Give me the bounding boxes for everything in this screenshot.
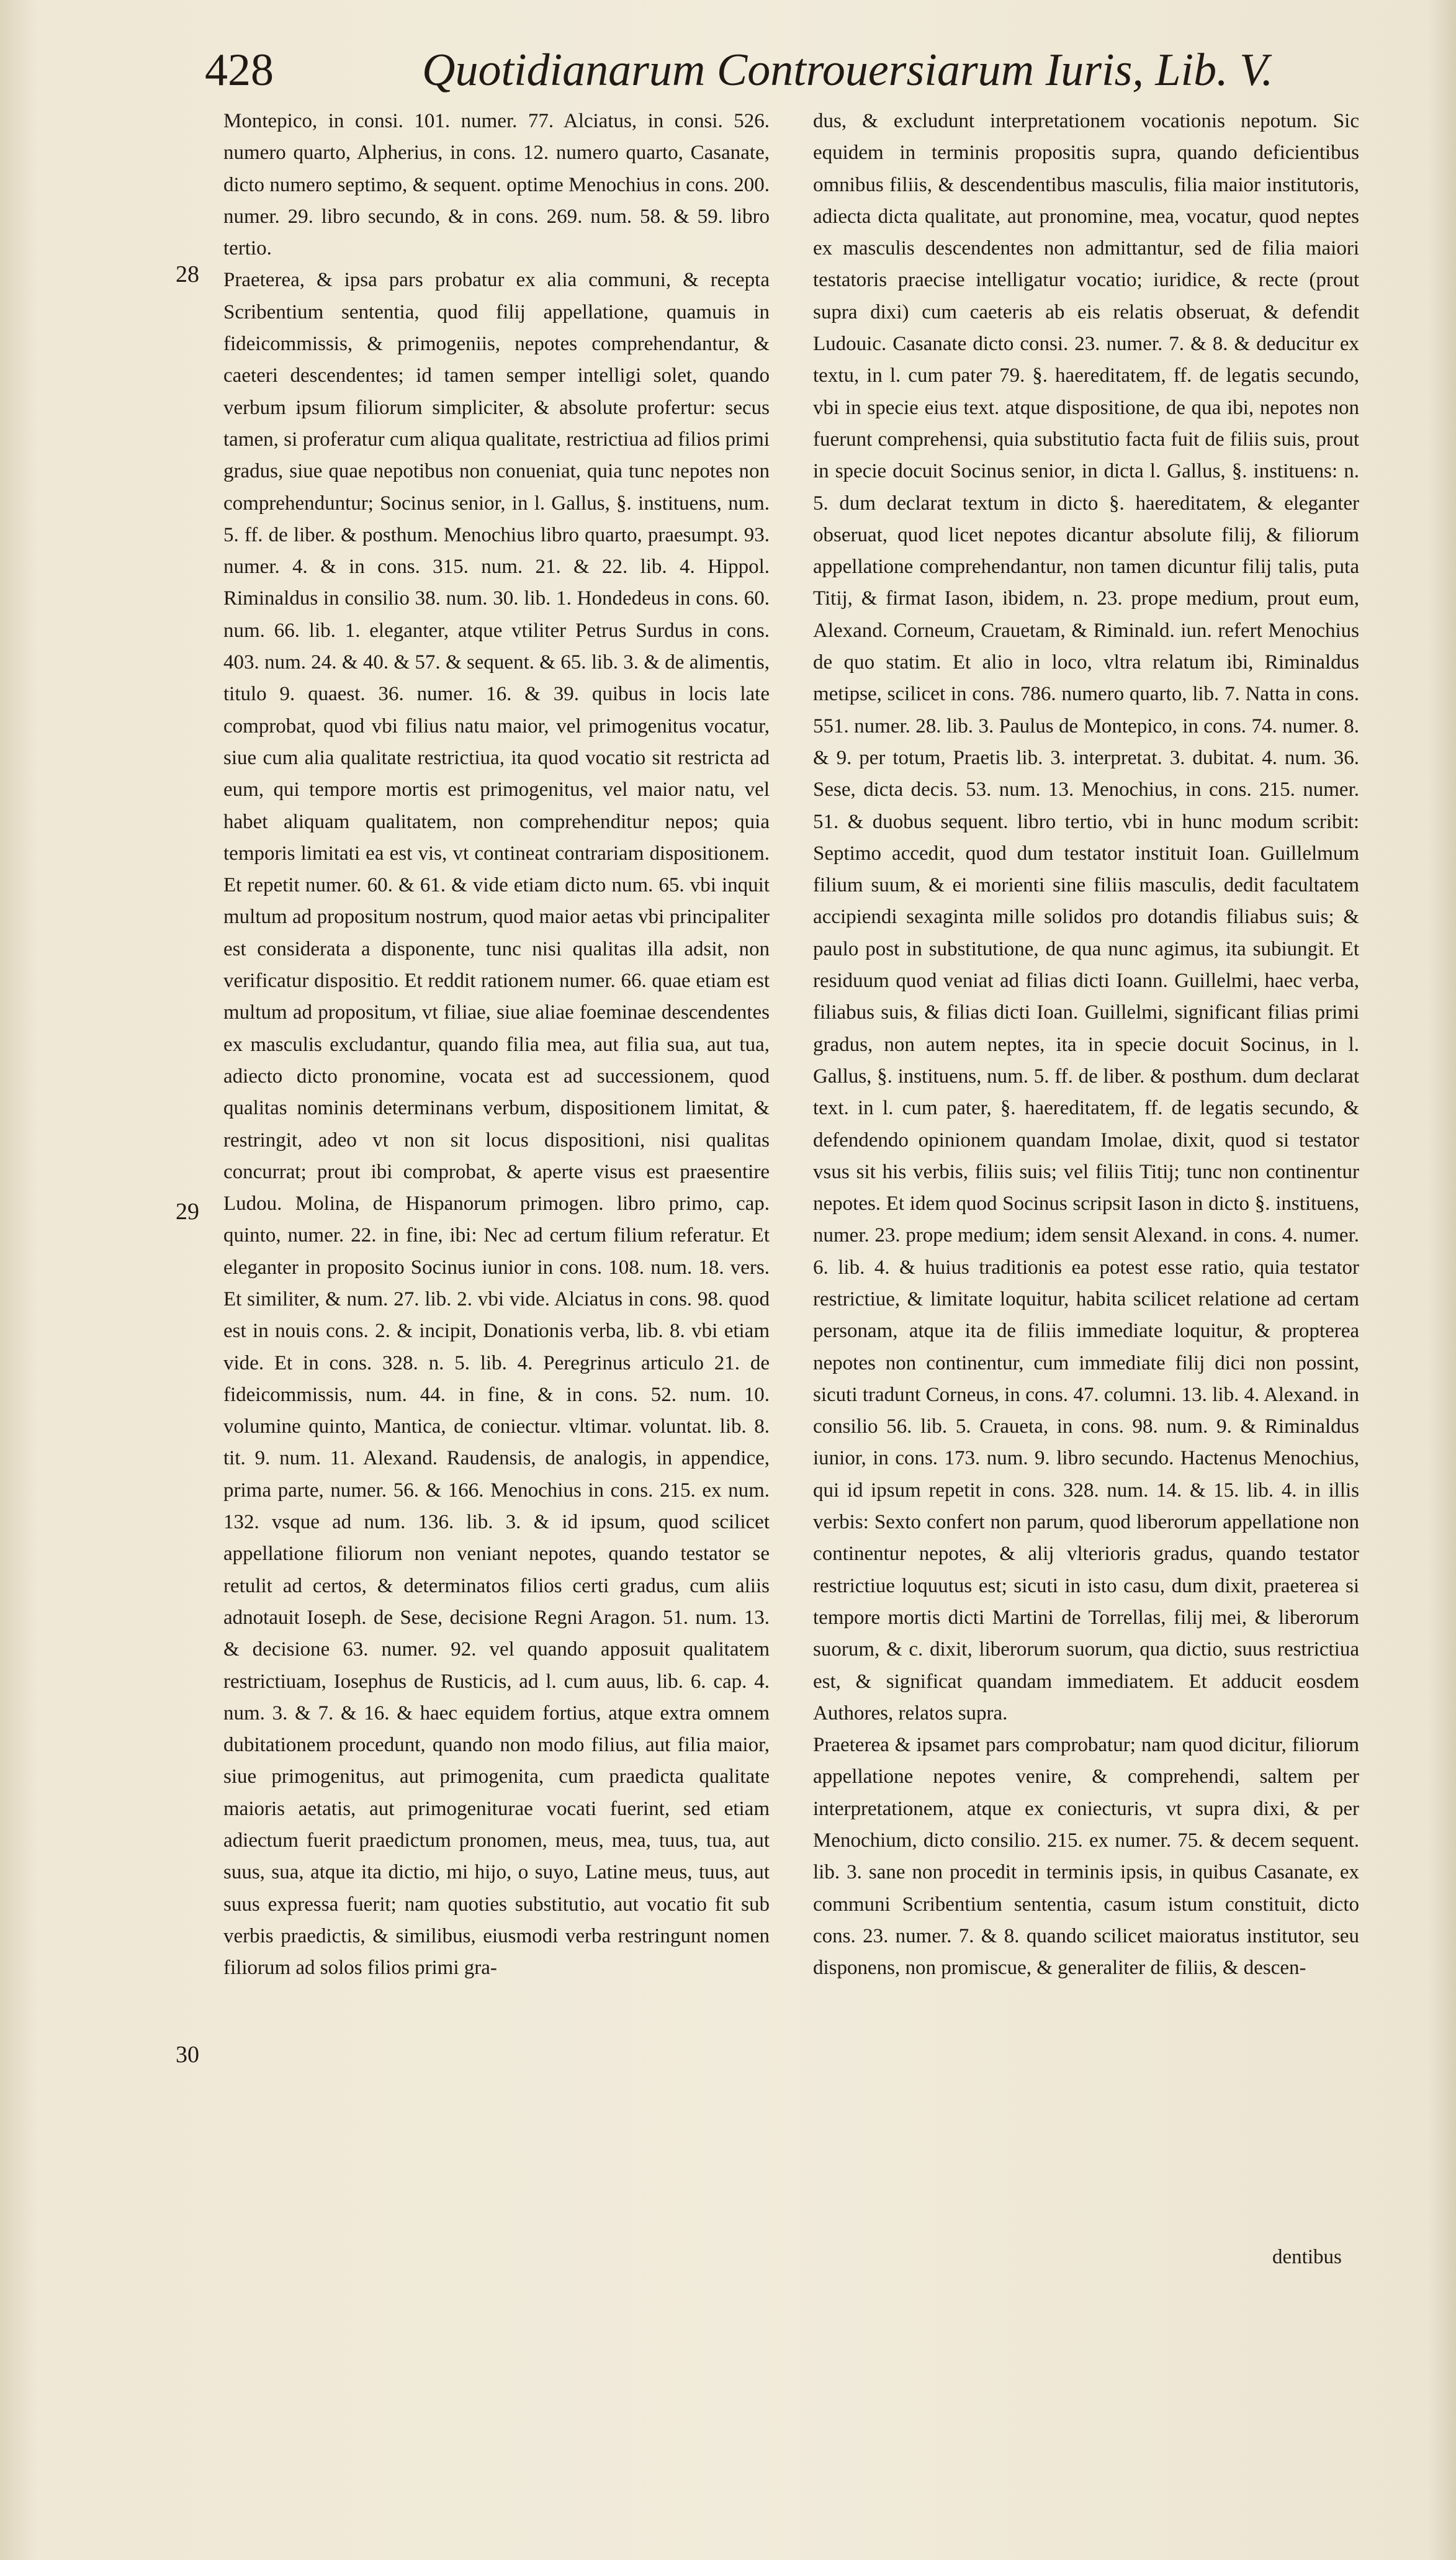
left-text-column (223, 106, 770, 1985)
paragraph: Praeterea, & ipsa pars probatur ex alia communi, & recepta Scribentium sententia, quod filij appellatione, quamuis in fideicommissis, & primogeniis, nepotes comprehendantur, & caeteri descendentes; id tamen semper intelligi solet, quando verbum ipsum filiorum simpliciter, & absolute profertur: secus tamen, si proferatur cum aliqua qualitate, restrictiua ad filios primi gradus, siue quae nepotibus non conueniat, quia tunc nepotes non comprehenduntur; Socinus senior, in l. Gallus, §. instituens, num. 5. ff. de liber. & posthum. Menochius libro quarto, praesumpt. 93. numer. 4. & in cons. 315. num. 21. & 22. lib. 4. Hippol. Riminaldus in consilio 38. num. 30. lib. 1. Hondedeus in cons. 60. num. 66. lib. 1. eleganter, atque vtiliter Petrus Surdus in cons. 403. num. 24. & 40. & 57. & sequent. & 65. lib. 3. & de alimentis, titulo 9. quaest. 36. numer. 16. & 39. quibus in locis late comprobat, quod vbi filius natu maior, vel primogenitus vocatur, siue cum alia qualitate restrictiua, ita quod vocatio sit restricta ad eum, qui tempore mortis est primogenitus, vel maior natu, vel habet aliquam qualitatem, non comprehenditur nepos; quia temporis limitati ea est vis, vt contineat contrariam dispositionem. Et repetit numer. 60. & 61. & vide etiam dicto num. 65. vbi inquit multum ad propositum nostrum, quod maior aetas vbi principaliter est considerata a disponente, tunc nisi qualitas illa adsit, non verificatur dispositio. Et reddit rationem numer. 66. quae etiam est multum ad propositum, vt filiae, siue aliae foeminae descendentes ex masculis excludantur, quando filia mea, aut filia sua, aut tua, adiecto dicto pronomine, vocata est ad successionem, quod qualitas nominis determinans verbum, dispositionem limitat, & restringit, adeo vt non sit locus dispositioni, nisi qualitas concurrat; prout ibi comprobat, & aperte visus est praesentire Ludou. Molina, de Hispanorum primogen. libro primo, cap. quinto, numer. 22. in fine, ibi: Nec ad certum filium referatur. Et eleganter in proposito Socinus iunior in cons. 108. num. 18. vers. Et similiter, & num. 27. lib. 2. vbi vide. Alciatus in cons. 98. quod est in nouis cons. 2. & incipit, Donationis verba, lib. 8. vbi etiam vide. Et in cons. 328. n. 5. lib. 4. Peregrinus articulo 21. de fideicommissis, num. 44. in fine, & in cons. 52. num. 10. volumine quinto, Mantica, de coniectur. vltimar. voluntat. lib. 8. tit. 9. num. 11. Alexand. Raudensis, de analogis, in appendice, prima parte, numer. 56. & 166. Menochius in cons. 215. ex num. 132. vsque ad num. 136. lib. 3. & id ipsum, quod scilicet appellatione filiorum non veniant nepotes, quando testator se retulit ad certos, & determinatos filios certi gradus, cum aliis adnotauit Ioseph. de Sese, decisione Regni Aragon. 51. num. 13. & decisione 63. numer. 92. vel quando apposuit qualitatem restrictiuam, Iosephus de Rusticis, ad l. cum auus, lib. 6. cap. 4. num. 3. & 7. & 16. & haec equidem fortius, atque extra omnem dubitationem procedunt, quando non modo filius, aut filia maior, siue primogenitus, aut primogenita, cum praedicta qualitate maioris aetatis, aut primogeniturae vocati fuerint, sed etiam adiectum fuerit praedictum pronomen, meus, mea, tuus, tua, aut suus, sua, atque ita dictio, mi hijo, o suyo, Latine meus, tuus, aut suus expressa fuerit; nam quoties substitutio, aut vocatio fit sub verbis praedictis, & similibus, eiusmodi verba restringunt nomen filiorum ad solos filios primi gra- (223, 269, 770, 1980)
page-number: 428 (205, 45, 274, 96)
paragraph: Montepico, in consi. 101. numer. 77. Alciatus, in consi. 526. numero quarto, Alpherius, in cons. 12. numero quarto, Casanate, dicto numero septimo, & sequent. optime Menochius in cons. 200. numer. 29. libro secundo, & in cons. 269. num. 58. & 59. libro tertio. (223, 110, 770, 260)
catchword: dentibus (1272, 2246, 1342, 2268)
margin-number-29: 29 (176, 1199, 199, 1225)
page-header (205, 36, 1359, 104)
paragraph: Praeterea & ipsamet pars comprobatur; nam quod dicitur, filiorum appellatione nepotes venire, & comprehendi, saltem per interpretationem, atque ex coniecturis, vt supra dixi, & per Menochium, dicto consilio. 215. ex numer. 75. & decem sequent. lib. 3. sane non procedit in terminis ipsis, in quibus Casanate, ex communi Scribentium sententia, casum istum constituit, dicto cons. 23. numer. 7. & 8. quando scilicet maioratus institutor, seu disponens, non promiscue, & generaliter de filiis, & descen- (813, 1734, 1359, 1980)
margin-number-30: 30 (176, 2042, 199, 2068)
right-text-column (813, 106, 1359, 1985)
running-title: Quotidianarum Controuersiarum Iuris, Lib. V. (422, 45, 1274, 96)
paragraph: dus, & excludunt interpretationem vocationis nepotum. Sic equidem in terminis propositis supra, quando deficientibus omnibus filiis, & descendentibus masculis, filia maior institutoris, adiecta dicta qualitate, aut pronomine, mea, vocatur, quod neptes ex masculis descendentes non admittantur, sed de filia maiori testatoris praecise intelligatur vocatio; iuridice, & recte (prout supra dixi) cum caeteris ab eis relatis obseruat, & defendit Ludouic. Casanate dicto consi. 23. numer. 7. & 8. & deducitur ex textu, in l. cum pater 79. §. haereditatem, ff. de legatis secundo, vbi in specie eius text. atque dispositione, de qua ibi, nepotes non fuerunt comprehensi, quia substitutio facta fuit de filiis suis, prout in specie docuit Socinus senior, in dicta l. Gallus, §. instituens: n. 5. dum declarat textum in dicto §. haereditatem, & eleganter obseruat, quod licet nepotes dicantur absolute filij, & filiorum appellatione comprehendantur, non tamen dicuntur filij talis, puta Titij, & firmat Iason, ibidem, n. 23. prope medium, prout eum, Alexand. Corneum, Crauetam, & Riminald. iun. refert Menochius de quo statim. Et alio in loco, vltra relatum ibi, Riminaldus metipse, scilicet in cons. 786. numero quarto, lib. 7. Natta in cons. 551. numer. 28. lib. 3. Paulus de Montepico, in cons. 74. numer. 8. & 9. per totum, Praetis lib. 3. interpretat. 3. dubitat. 4. num. 36. Sese, dicta decis. 53. num. 13. Menochius, in cons. 215. numer. 51. & duobus sequent. libro tertio, vbi in hunc modum scribit: Septimo accedit, quod dum testator instituit Ioan. Guillelmum filium suum, & ei morienti sine filiis masculis, dedit facultatem accipiendi sexaginta mille solidos pro dotandis filiabus suis; & paulo post in substitutione, de qua nunc agimus, ita subiungit. Et residuum quod veniat ad filias dicti Ioann. Guillelmi, haec verba, filiabus suis, & filias dicti Ioan. Guillelmi, significant filias primi gradus, non autem neptes, ita in specie docuit Socinus, in l. Gallus, §. instituens, num. 5. ff. de liber. & posthum. dum declarat text. in l. cum pater, §. haereditatem, ff. de legatis secundo, & defendendo opinionem quandam Imolae, dixit, quod si testator vsus sit his verbis, filiis suis; vel filiis Titij; tunc non continentur nepotes. Et idem quod Socinus scripsit Iason in dicto §. instituens, numer. 23. prope medium; idem sensit Alexand. in cons. 4. numer. 6. lib. 4. & huius traditionis ea potest esse ratio, quia testator restrictiue, & limitate loquitur, habita scilicet relatione ad certam personam, atque ita de filiis immediate loquitur, & propterea nepotes non continentur, cum immediate filij dici non possint, sicuti tradunt Corneus, in cons. 47. columni. 13. lib. 4. Alexand. in consilio 56. lib. 5. Craueta, in cons. 98. num. 9. & Riminaldus iunior, in cons. 173. num. 9. libro secundo. Hactenus Menochius, qui id ipsum repetit in cons. 328. num. 14. & 15. lib. 4. in illis verbis: Sexto confert non parum, quod liberorum appellatione non continentur nepotes, & alij vlterioris gradus, quando testator restrictiue loquutus est; sicuti in isto casu, dum dixit, praeterea si tempore mortis dicti Martini de Torrellas, filij mei, & liberorum suorum, & c. dixit, liberorum suorum, qua dictio, suus restrictiua est, & significat quandam immediatem. Et adducit eosdem Authores, relatos supra. (813, 110, 1359, 1724)
margin-number-28: 28 (176, 261, 199, 287)
